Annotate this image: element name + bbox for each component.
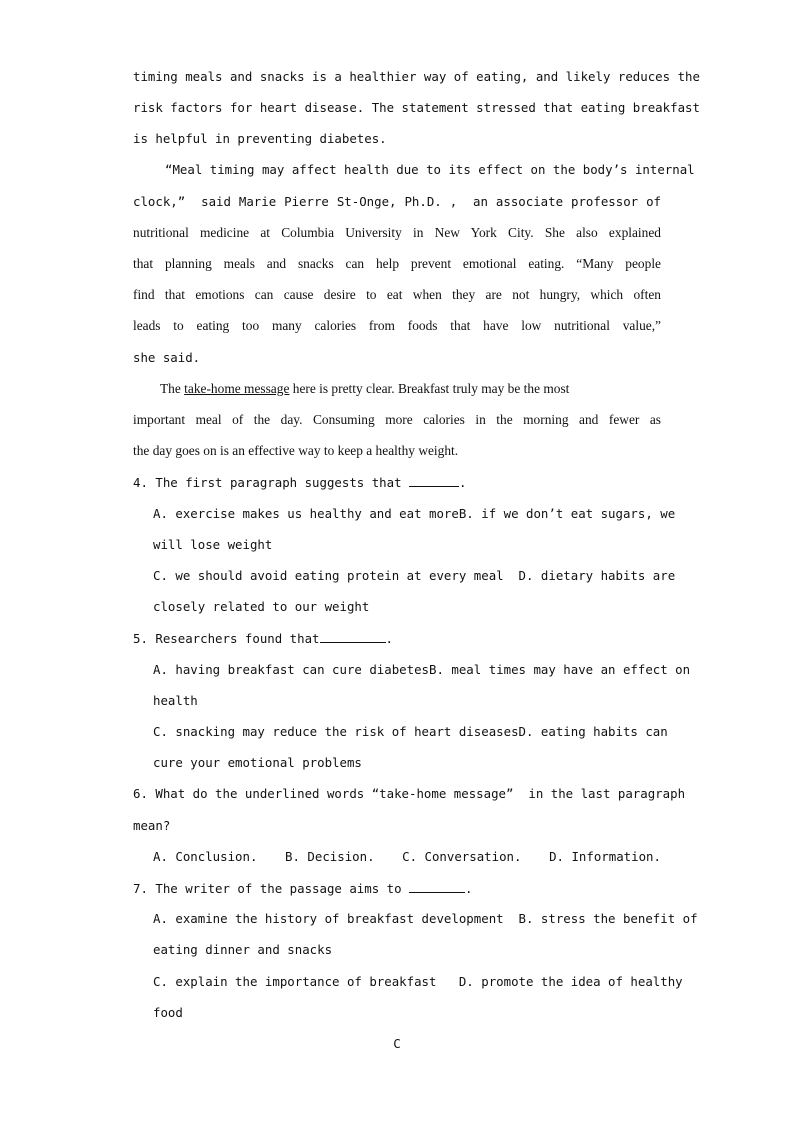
answer-blank (409, 880, 465, 893)
question-stem: 5. Researchers found that . (133, 631, 393, 646)
passage-line: the day goes on is an effective way to keep a healthy weight. (133, 443, 459, 458)
passage-line: important meal of the day. Consuming more calories in the morning and fewer as (133, 412, 661, 427)
passage-line: she said. (133, 350, 201, 365)
question-options-row (153, 849, 661, 865)
question-option: D. Information. (549, 849, 661, 864)
question-option: cure your emotional problems (153, 755, 362, 770)
question-option: B. Decision. (285, 849, 375, 864)
question-option: closely related to our weight (153, 599, 370, 614)
section-label: C (393, 1036, 401, 1051)
passage-line: is helpful in preventing diabetes. (133, 131, 387, 146)
question-option: C. explain the importance of breakfast D. promote the idea of healthy (153, 974, 683, 989)
passage-line: clock,” said Marie Pierre St-Onge, Ph.D. , an associate professor of (133, 194, 661, 209)
question-option: C. Conversation. (402, 849, 522, 864)
passage-line: find that emotions can cause desire to eat when they are not hungry, which often (133, 287, 661, 302)
question-option: will lose weight (153, 537, 273, 552)
passage-line: timing meals and snacks is a healthier way of eating, and likely reduces the (133, 69, 700, 84)
question-option: A. exercise makes us healthy and eat moreB. if we don’t eat sugars, we (153, 506, 676, 521)
passage-text: The (160, 381, 185, 396)
question-stem: 4. The first paragraph suggests that . (133, 475, 467, 490)
question-stem: 6. What do the underlined words “take-home message” in the last paragraph (133, 786, 686, 801)
question-option: C. snacking may reduce the risk of heart diseasesD. eating habits can (153, 724, 668, 739)
question-option: health (153, 693, 198, 708)
passage-text: here is pretty clear. Breakfast truly may be the most (289, 381, 570, 396)
question-stem: 7. The writer of the passage aims to . (133, 881, 473, 896)
question-option: eating dinner and snacks (153, 942, 333, 957)
passage-line: that planning meals and snacks can help prevent emotional eating. “Many people (133, 256, 661, 271)
question-option: food (153, 1005, 183, 1020)
underlined-phrase: take-home message (184, 381, 290, 396)
answer-blank (409, 474, 459, 487)
passage-line: risk factors for heart disease. The statement stressed that eating breakfast (133, 100, 700, 115)
passage-line: leads to eating too many calories from foods that have low nutritional value,” (133, 318, 661, 333)
answer-blank (320, 630, 386, 643)
passage-line: nutritional medicine at Columbia University in New York City. She also explained (133, 225, 661, 240)
passage-line: “Meal timing may affect health due to its effect on the body’s internal (165, 162, 695, 177)
passage-line (160, 381, 661, 397)
question-option: C. we should avoid eating protein at every meal D. dietary habits are (153, 568, 676, 583)
question-stem: mean? (133, 818, 171, 833)
question-option: A. Conclusion. (153, 849, 258, 864)
question-option: A. examine the history of breakfast development B. stress the benefit of (153, 911, 698, 926)
question-option: A. having breakfast can cure diabetesB. meal times may have an effect on (153, 662, 691, 677)
